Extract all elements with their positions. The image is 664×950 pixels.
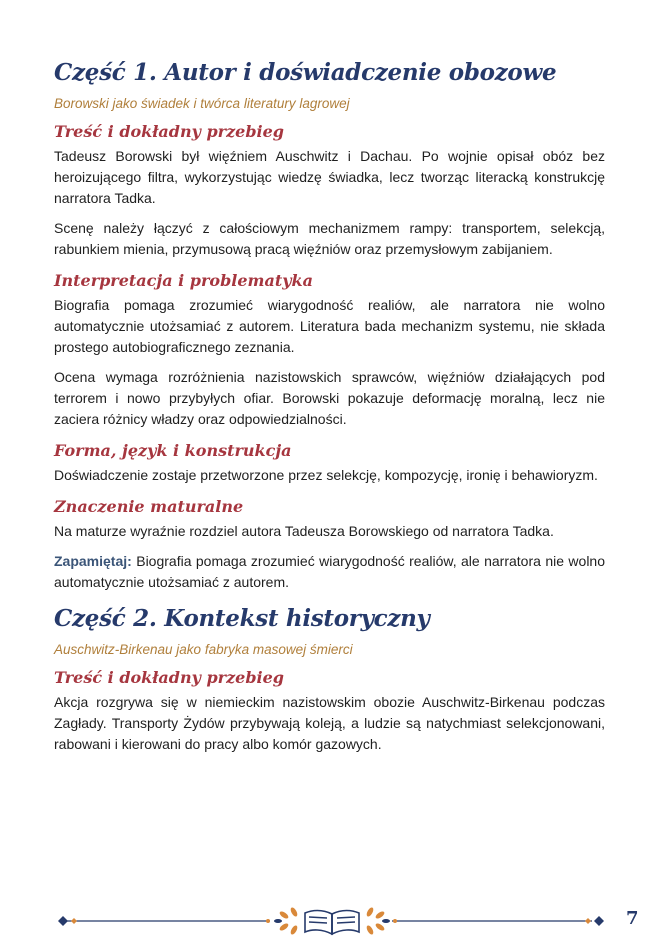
part1-section4-heading: Znaczenie maturalne bbox=[54, 497, 244, 516]
footer-divider-icon bbox=[0, 904, 664, 944]
part1-title: Część 1. Autor i doświadczenie obozowe bbox=[54, 59, 557, 86]
part1-section3-heading: Forma, język i konstrukcja bbox=[54, 441, 292, 460]
open-book-icon bbox=[305, 911, 359, 935]
page-number: 7 bbox=[626, 908, 639, 929]
remember-note bbox=[54, 551, 605, 593]
remember-note-text: Biografia pomaga zrozumieć wiarygodność realiów, ale narratora nie wolno automatycznie utożsamiać z autorem. bbox=[54, 553, 605, 590]
remember-note-label: Zapamiętaj: bbox=[54, 553, 132, 569]
part1-section1-heading: Treść i dokładny przebieg bbox=[54, 122, 284, 141]
footer-ornament bbox=[0, 904, 664, 944]
part2-section1-paragraph1: Akcja rozgrywa się w niemieckim nazistowskim obozie Auschwitz-Birkenau podczas Zagłady. Transporty Żydów przybywają koleją, a ludzie są natychmiast selekcjonowani, rabowani i kierowani do pracy albo komór gazowych. bbox=[54, 694, 605, 752]
part2-title: Część 2. Kontekst historyczny bbox=[54, 605, 430, 632]
part1-subtitle: Borowski jako świadek i twórca literatury lagrowej bbox=[54, 96, 350, 111]
part1-section2-paragraph2: Ocena wymaga rozróżnienia nazistowskich sprawców, więźniów działających pod terrorem i nowo przybyłych ofiar. Borowski pokazuje deformację moralną, lecz nie zaciera różnicy władzy oraz odpowiedzialności. bbox=[54, 369, 605, 427]
part2-section1-heading: Treść i dokładny przebieg bbox=[54, 668, 284, 687]
part2-subtitle: Auschwitz-Birkenau jako fabryka masowej śmierci bbox=[54, 642, 353, 657]
part1-section1-paragraph2: Scenę należy łączyć z całościowym mechanizmem rampy: transportem, selekcją, rabunkiem mienia, przymusową pracą więźniów oraz przemysłowym zabijaniem. bbox=[54, 220, 605, 257]
part1-section3-paragraph1: Doświadczenie zostaje przetworzone przez selekcję, kompozycję, ironię i behawioryzm. bbox=[54, 467, 598, 483]
page-content bbox=[54, 56, 605, 764]
part1-section4-paragraph1: Na maturze wyraźnie rozdziel autora Tadeusza Borowskiego od narratora Tadka. bbox=[54, 523, 554, 539]
part1-section2-heading: Interpretacja i problematyka bbox=[54, 271, 313, 290]
part1-section1-paragraph1: Tadeusz Borowski był więźniem Auschwitz i Dachau. Po wojnie opisał obóz bez heroizującego filtra, wykorzystując wiedzę świadka, lecz tworząc literacką konstrukcję narratora Tadka. bbox=[54, 148, 605, 206]
part1-section2-paragraph1: Biografia pomaga zrozumieć wiarygodność realiów, ale narratora nie wolno automatycznie utożsamiać z autorem. Literatura bada mechanizm systemu, nie składa prostego autobiograficznego zeznania. bbox=[54, 297, 605, 355]
